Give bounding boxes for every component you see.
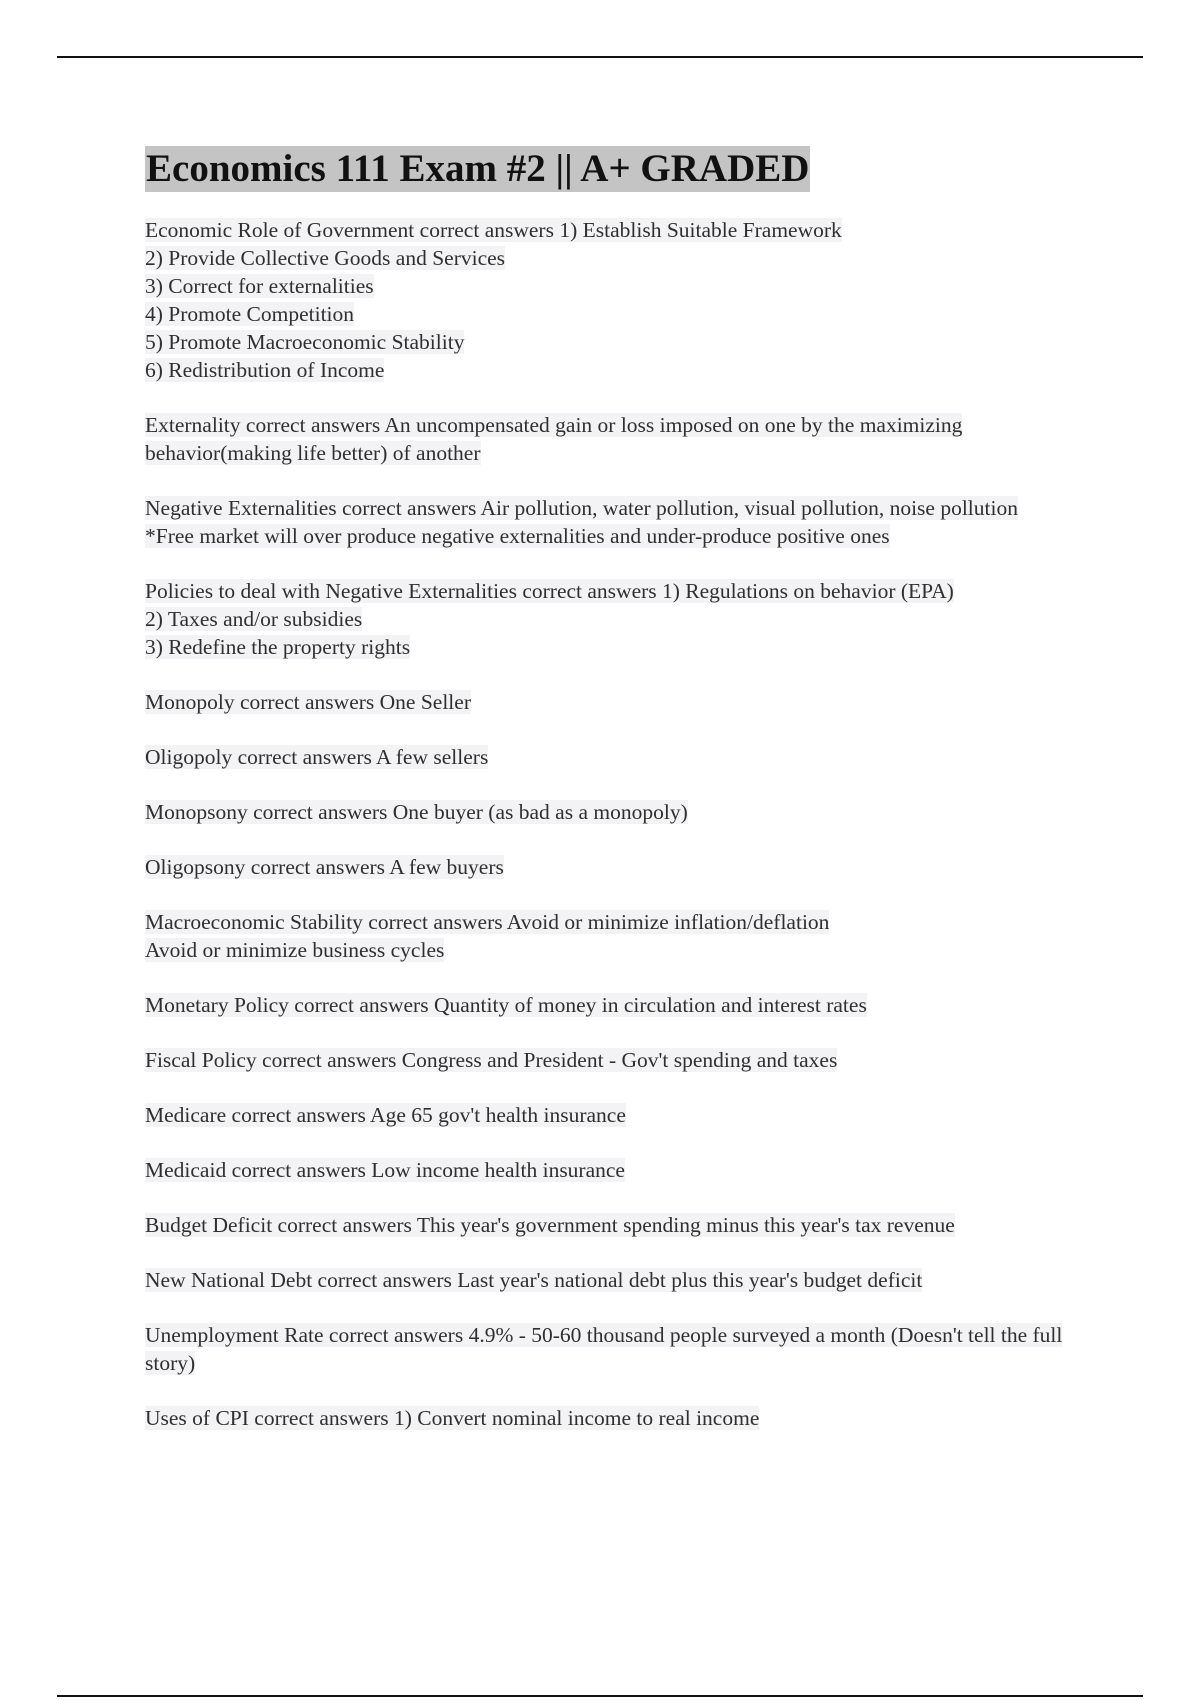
bottom-rule (57, 1695, 1143, 1697)
entry-line: Economic Role of Government correct answers 1) Establish Suitable Framework (145, 218, 842, 242)
entry-line: Medicare correct answers Age 65 gov't health insurance (145, 1103, 626, 1127)
entry-line: 5) Promote Macroeconomic Stability (145, 330, 465, 354)
entry-line: Policies to deal with Negative Externalities correct answers 1) Regulations on behavior (EPA) (145, 579, 954, 603)
qa-entry (145, 577, 1065, 661)
qa-entry (145, 1211, 1065, 1239)
entry-line: Oligopoly correct answers A few sellers (145, 745, 489, 769)
entry-line: Budget Deficit correct answers This year's government spending minus this year's tax revenue (145, 1213, 955, 1237)
qa-entry (145, 1046, 1065, 1074)
qa-entry (145, 1404, 1065, 1432)
qa-entry (145, 1321, 1065, 1377)
qa-entry (145, 494, 1065, 550)
entry-line: 2) Provide Collective Goods and Services (145, 246, 506, 270)
entry-line: Uses of CPI correct answers 1) Convert nominal income to real income (145, 1406, 760, 1430)
qa-entries (145, 216, 1065, 1432)
qa-entry (145, 853, 1065, 881)
qa-entry (145, 798, 1065, 826)
entry-line: Monetary Policy correct answers Quantity of money in circulation and interest rates (145, 993, 867, 1017)
qa-entry (145, 411, 1065, 467)
entry-line: New National Debt correct answers Last year's national debt plus this year's budget deficit (145, 1268, 923, 1292)
top-rule (57, 56, 1143, 58)
qa-entry (145, 1156, 1065, 1184)
entry-line: Macroeconomic Stability correct answers Avoid or minimize inflation/deflation (145, 910, 830, 934)
entry-line: Negative Externalities correct answers Air pollution, water pollution, visual pollution, noise pollution (145, 496, 1018, 520)
document-body (145, 146, 1065, 1459)
qa-entry (145, 688, 1065, 716)
entry-line: 4) Promote Competition (145, 302, 355, 326)
entry-line: Externality correct answers An uncompensated gain or loss imposed on one by the maximizing behavior(making life better) of another (145, 413, 963, 465)
entry-line: Avoid or minimize business cycles (145, 938, 445, 962)
qa-entry (145, 743, 1065, 771)
entry-line: 3) Correct for externalities (145, 274, 374, 298)
entry-line: 2) Taxes and/or subsidies (145, 607, 363, 631)
entry-line: Medicaid correct answers Low income health insurance (145, 1158, 625, 1182)
document-title: Economics 111 Exam #2 || A+ GRADED (146, 147, 810, 190)
qa-entry (145, 1101, 1065, 1129)
entry-line: Oligopsony correct answers A few buyers (145, 855, 504, 879)
entry-line: Unemployment Rate correct answers 4.9% - 50-60 thousand people surveyed a month (Doesn't tell the full story) (145, 1323, 1063, 1375)
entry-line: Fiscal Policy correct answers Congress and President - Gov't spending and taxes (145, 1048, 838, 1072)
qa-entry (145, 216, 1065, 384)
entry-line: 3) Redefine the property rights (145, 635, 411, 659)
entry-line: 6) Redistribution of Income (145, 358, 385, 382)
entry-line: Monopoly correct answers One Seller (145, 690, 471, 714)
entry-line: Monopsony correct answers One buyer (as bad as a monopoly) (145, 800, 688, 824)
qa-entry (145, 908, 1065, 964)
qa-entry (145, 1266, 1065, 1294)
qa-entry (145, 991, 1065, 1019)
entry-line: *Free market will over produce negative externalities and under-produce positive ones (145, 524, 890, 548)
